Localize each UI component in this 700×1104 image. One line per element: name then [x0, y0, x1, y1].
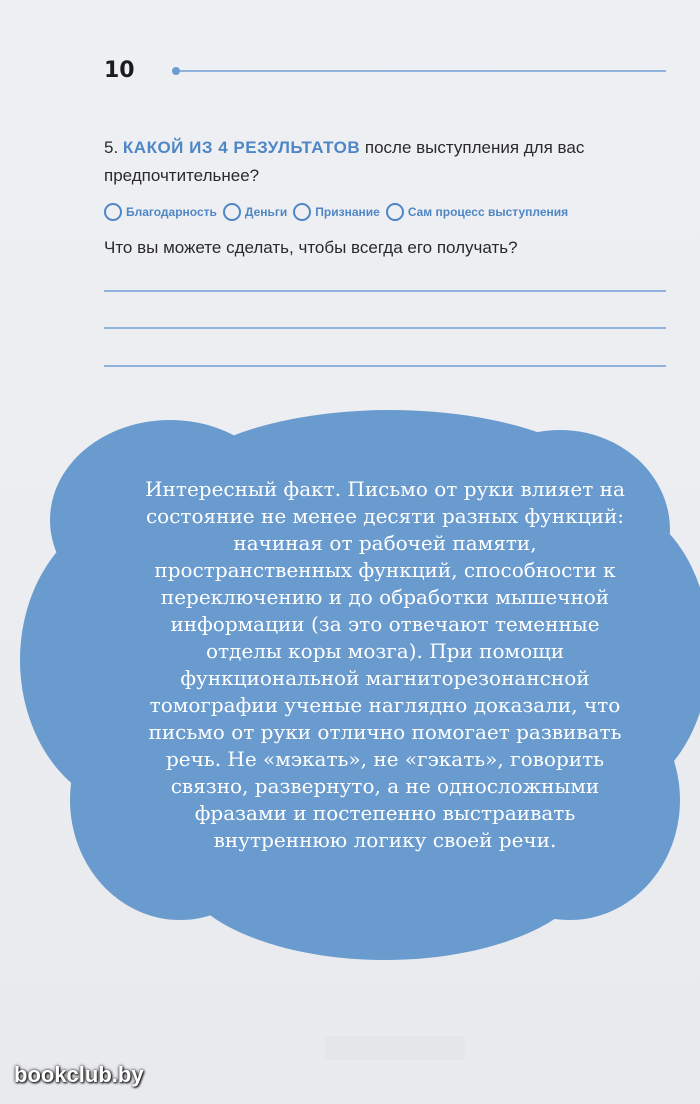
page-number: 10 — [104, 58, 135, 83]
question-number: 5. — [104, 138, 119, 157]
option-label: Признание — [315, 205, 380, 219]
interesting-fact-text: Интересный факт. Письмо от руки влияет на состояние не менее десяти разных функций: начиная от рабочей памяти, пространственных функций, способности к переключению и до обработки мышечной информации (за это отвечают теменные отделы коры мозга). При помощи функциональной магниторезонансной томографии ученые наглядно доказали, что письмо от руки отлично помогает развивать речь. Не «мэкать», не «гэкать», говорить связно, развернуто, а не односложными фразами и постепенно выстраивать внутреннюю логику своей речи. — [145, 477, 625, 852]
question-accent: КАКОЙ ИЗ 4 РЕЗУЛЬТАТОВ — [122, 138, 361, 157]
background-bar — [325, 1036, 465, 1060]
watermark-text: bookclub.by — [14, 1062, 144, 1087]
sub-question: Что вы можете сделать, чтобы всегда его получать? — [104, 238, 518, 257]
option-label: Сам процесс выступления — [407, 205, 569, 219]
option-label: Благодарность — [126, 205, 217, 219]
option-label: Деньги — [244, 205, 288, 219]
question-rest: после выступления для вас предпочтительнее? — [104, 138, 585, 185]
